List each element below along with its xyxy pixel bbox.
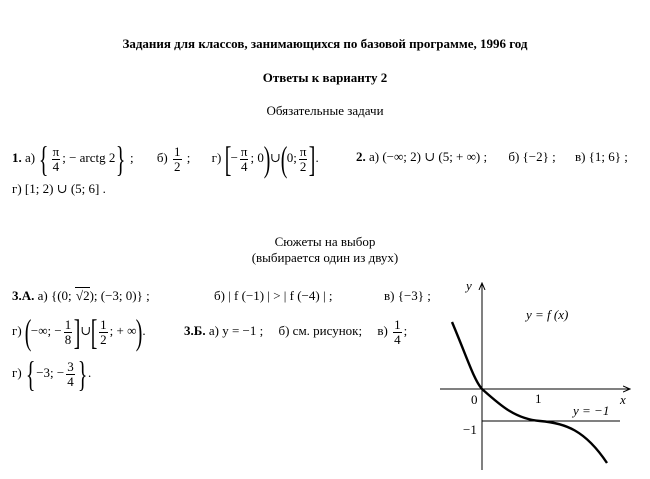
problem-number: 1. [12,150,22,165]
separator: ; [186,150,191,165]
brace-open: { [25,354,36,395]
minus-sign: − [230,150,238,165]
answer-label: б) [156,150,168,165]
answer-text: а) {(0; [37,288,75,303]
union-sign: ∪ [269,150,281,165]
answer-a: а) y = −1 ; [208,323,264,338]
problem-3a-v: в) {−3} ; [384,288,431,303]
union-sign: ∪ [80,323,92,338]
answer-label: г) [211,150,222,165]
answer-b: б) см. рисунок; [278,323,363,338]
answer-text: ; 0 [250,150,264,165]
answer-label: в) [377,323,388,338]
fraction: $\frac{1}{2}$ [174,143,181,174]
answer-text: ; + ∞ [109,323,137,338]
y-tick-label: −1 [463,422,477,437]
brace-open: { [39,139,49,180]
brace-close: } [116,139,126,180]
fraction: $\frac{1}{2}$ [100,316,107,347]
answer-b: б) {−2} ; [508,149,556,164]
x-tick-label: 1 [535,391,542,406]
brace-close: } [77,354,88,395]
fraction: $\frac{1}{8}$ [64,316,72,347]
section-mandatory: Обязательные задачи [266,103,384,118]
origin-label: 0 [471,392,478,407]
x-axis-label: x [620,392,626,407]
paren-close: ) [136,312,143,353]
problem-3b: 3.Б. а) y = −1 ; б) см. рисунок; в) $\frac{1}{4}$ ; [184,316,408,347]
fraction: $\frac{\pi}{2}$ [299,143,307,174]
fraction: $\frac{1}{4}$ [394,316,401,347]
variant-title: Ответы к варианту 2 [262,70,388,85]
paren-open: ( [280,139,288,180]
answer-a: а) (−∞; 2) ∪ (5; + ∞) ; [369,149,488,164]
problem-1: 1. а) { $\frac{\pi}{4}$ ; − arctg 2} ; б) $\frac{1}{2}$ ; г) [− $\frac{\pi}{4}$ ; 0)∪(0; $\frac{\pi}{2}$ ]. [12,139,319,180]
answer-text: ; − arctg 2 [62,150,116,165]
function-label: y = f (x) [526,307,569,322]
fraction: $\frac{\pi}{4}$ [240,143,248,174]
bracket-close: ] [309,139,316,180]
answer-label: г) [12,323,22,338]
paren-open: ( [24,312,32,353]
bracket-open: [ [224,139,231,180]
bracket-close: ) [263,139,271,180]
problem-number: 3.А. [12,288,35,303]
bracket-close: ] [73,312,81,353]
fraction: $\frac{\pi}{4}$ [52,143,60,174]
problem-3a-b: б) | f (−1) | > | f (−4) | ; [214,288,333,303]
problem-3b-g: г) {−3; − $\frac{3}{4}$ }. [12,354,92,395]
section-optional: Сюжеты на выбор [274,234,376,249]
answer-text: −3; − [36,365,65,380]
answer-text: −∞; − [30,323,62,338]
answer-text: ); (−3; 0)} ; [89,288,150,303]
sqrt: √2 [75,288,90,303]
bracket-open: [ [90,312,98,353]
problem-2-g: г) [1; 2) ∪ (5; 6] . [12,181,106,196]
answer-v: в) {1; 6} ; [574,149,628,164]
y-axis-label: y [466,278,472,293]
asymptote-label: y = −1 [573,403,610,418]
fraction: $\frac{3}{4}$ [67,358,74,389]
answer-text: 0; [286,150,297,165]
answer-label: а) [25,150,36,165]
problem-number: 2. [356,149,366,164]
document-title: Задания для классов, занимающихся по базовой программе, 1996 год [122,36,528,51]
separator: ; [129,150,134,165]
section-optional-note: (выбирается один из двух) [251,250,399,265]
period: . [142,323,146,338]
answer-label: г) [12,365,22,380]
problem-number: 3.Б. [184,323,206,338]
